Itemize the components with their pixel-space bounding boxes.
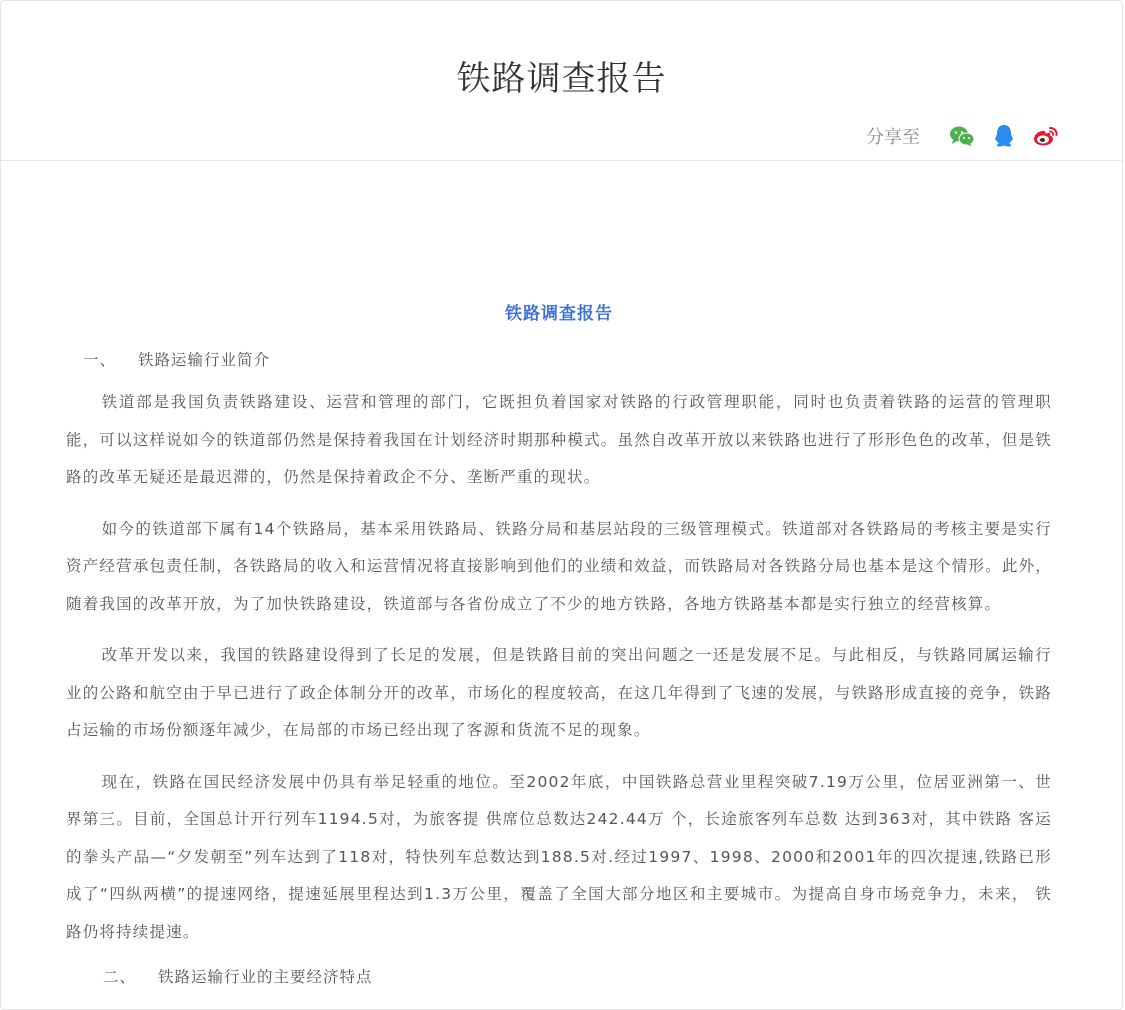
- page-title: 铁路调查报告: [456, 59, 667, 99]
- page-header: [1, 1, 1122, 161]
- section-title: [103, 965, 1052, 987]
- weibo-icon[interactable]: [1032, 122, 1060, 150]
- paragraph: 现在，铁路在国民经济发展中仍具有举足轻重的地位。至2002年底，中国铁路总营业里程突破7.19万公里，位居亚洲第一、世界第三。目前，全国总计开行列车1194.5对，为旅客提 供席位总数达242.44万 个，长途旅客列车总数 达到363对，其中铁路 客运的拳头产品—“夕发朝至”列车达到了118对，特快列车总数达到188.5对.经过1997、1998、2000和2001年的四次提速,铁路已形成了“四纵两横”的提速网络，提速延展里程达到1.3万公里，覆盖了全国大部分地区和主要城市。为提高自身市场竞争力，未来， 铁路仍将持续提速。: [66, 772, 1052, 941]
- section-title-text: 铁路运输行业简介: [138, 351, 271, 369]
- section-title: [83, 348, 1052, 370]
- section-title-text: 铁路运输行业的主要经济特点: [158, 968, 373, 986]
- paragraph: 改革开发以来，我国的铁路建设得到了长足的发展，但是铁路目前的突出问题之一还是发展不足。与此相反，与铁路同属运输行业的公路和航空由于早已进行了政企体制分开的改革，市场化的程度较高，在这几年得到了飞速的发展，与铁路形成直接的竞争，铁路占运输的市场份额逐年减少，在局部的市场已经出现了客源和货流不足的现象。: [66, 646, 1052, 739]
- paragraph: 如今的铁道部下属有14个铁路局，基本采用铁路局、铁路分局和基层站段的三级管理模式。铁道部对各铁路局的考核主要是实行资产经营承包责任制，各铁路局的收入和运营情况将直接影响到他们的业绩和效益，而铁路局对各铁路分局也基本是这个情形。此外，随着我国的改革开放，为了加快铁路建设，铁道部与各省份成立了不少的地方铁路，各地方铁路基本都是实行独立的经营核算。: [66, 519, 1052, 613]
- article-content: [1, 299, 1122, 987]
- share-bar: [866, 121, 1060, 151]
- section-number: 二、: [103, 968, 137, 986]
- wechat-icon[interactable]: [948, 122, 976, 150]
- paragraph: 铁道部是我国负责铁路建设、运营和管理的部门，它既担负着国家对铁路的行政管理职能，同时也负责着铁路的运营的管理职能，可以这样说如今的铁道部仍然是保持着我国在计划经济时期那种模式。虽然自改革开放以来铁路也进行了形形色色的改革，但是铁路的改革无疑还是最迟滞的，仍然是保持着政企不分、垄断严重的现状。: [66, 393, 1052, 486]
- share-label: 分享至: [866, 127, 920, 148]
- qq-icon[interactable]: [990, 122, 1018, 150]
- document-heading: 铁路调查报告: [505, 304, 613, 324]
- section-number: 一、: [83, 351, 117, 369]
